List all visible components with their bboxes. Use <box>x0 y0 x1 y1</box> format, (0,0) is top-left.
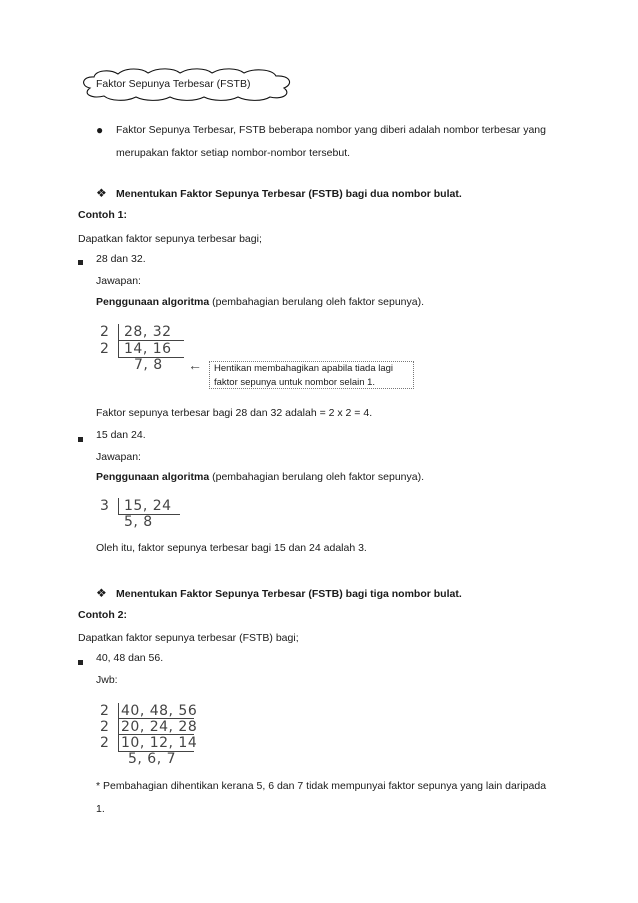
example2-label: Contoh 2: <box>78 609 127 621</box>
q2-divisor-1: 3 <box>100 498 110 514</box>
diamond-bullet-icon: ❖ <box>96 586 107 600</box>
q3-divisor-2: 2 <box>100 719 110 735</box>
q1-ladder-vertical <box>118 324 119 358</box>
q1-note-line-1: Hentikan membahagikan apabila tiada lagi <box>214 363 394 374</box>
q3-divisor-3: 2 <box>100 735 110 751</box>
q2-answer-label: Jawapan: <box>96 451 141 463</box>
q2-question: 15 dan 24. <box>96 429 146 441</box>
example1-label: Contoh 1: <box>78 209 127 221</box>
q3-row-3: 10, 12, 14 <box>121 735 198 751</box>
square-bullet-icon <box>78 433 83 445</box>
q3-question: 40, 48 dan 56. <box>96 652 164 664</box>
q2-row-1: 15, 24 <box>124 498 172 514</box>
q1-row-3: 7, 8 <box>134 357 163 373</box>
title-cloud <box>78 66 296 102</box>
q1-method-rest: (pembahagian berulang oleh faktor sepunya). <box>209 296 424 308</box>
q1-answer-label: Jawapan: <box>96 275 141 287</box>
q3-divisor-1: 2 <box>100 703 110 719</box>
q1-note-line-2: faktor sepunya untuk nombor selain 1. <box>214 377 376 388</box>
q1-row-2: 14, 16 <box>124 341 172 357</box>
q1-divisor-2: 2 <box>100 341 110 357</box>
square-bullet-icon <box>78 656 83 668</box>
q3-note-line-1: * Pembahagian dihentikan kerana 5, 6 dan 7 tidak mempunyai faktor sepunya yang lain daripada <box>96 780 547 792</box>
example1-prompt: Dapatkan faktor sepunya terbesar bagi; <box>78 233 262 245</box>
q1-note-box <box>209 361 414 389</box>
q2-row-2: 5, 8 <box>124 514 153 530</box>
arrow-left-icon: ← <box>188 357 202 373</box>
q1-question: 28 dan 32. <box>96 253 146 265</box>
section2-heading: Menentukan Faktor Sepunya Terbesar (FSTB) bagi tiga nombor bulat. <box>116 588 462 600</box>
bullet-icon: ● <box>96 123 104 137</box>
q2-method-rest: (pembahagian berulang oleh faktor sepunya). <box>209 471 424 483</box>
square-bullet-icon <box>78 256 83 268</box>
q3-row-2: 20, 24, 28 <box>121 719 198 735</box>
q2-ladder-vertical <box>118 498 119 515</box>
q3-row-4: 5, 6, 7 <box>128 751 177 767</box>
q1-conclusion: Faktor sepunya terbesar bagi 28 dan 32 adalah = 2 x 2 = 4. <box>96 407 373 419</box>
example2-prompt: Dapatkan faktor sepunya terbesar (FSTB) bagi; <box>78 632 299 644</box>
intro-line-1: Faktor Sepunya Terbesar, FSTB beberapa nombor yang diberi adalah nombor terbesar yang <box>116 124 546 136</box>
section1-heading: Menentukan Faktor Sepunya Terbesar (FSTB) bagi dua nombor bulat. <box>116 188 462 200</box>
q3-row-1: 40, 48, 56 <box>121 703 198 719</box>
intro-line-2: merupakan faktor setiap nombor-nombor tersebut. <box>116 147 351 159</box>
q1-row-1: 28, 32 <box>124 324 172 340</box>
q3-answer-label: Jwb: <box>96 674 118 686</box>
q3-ladder-vertical <box>118 703 119 752</box>
q2-method-bold: Penggunaan algoritma <box>96 471 210 483</box>
q3-note-line-2: 1. <box>96 803 105 815</box>
q2-conclusion: Oleh itu, faktor sepunya terbesar bagi 15 dan 24 adalah 3. <box>96 542 367 554</box>
page-title: Faktor Sepunya Terbesar (FSTB) <box>96 78 251 90</box>
q1-divisor-1: 2 <box>100 324 110 340</box>
diamond-bullet-icon: ❖ <box>96 186 107 200</box>
q1-method-bold: Penggunaan algoritma <box>96 296 210 308</box>
